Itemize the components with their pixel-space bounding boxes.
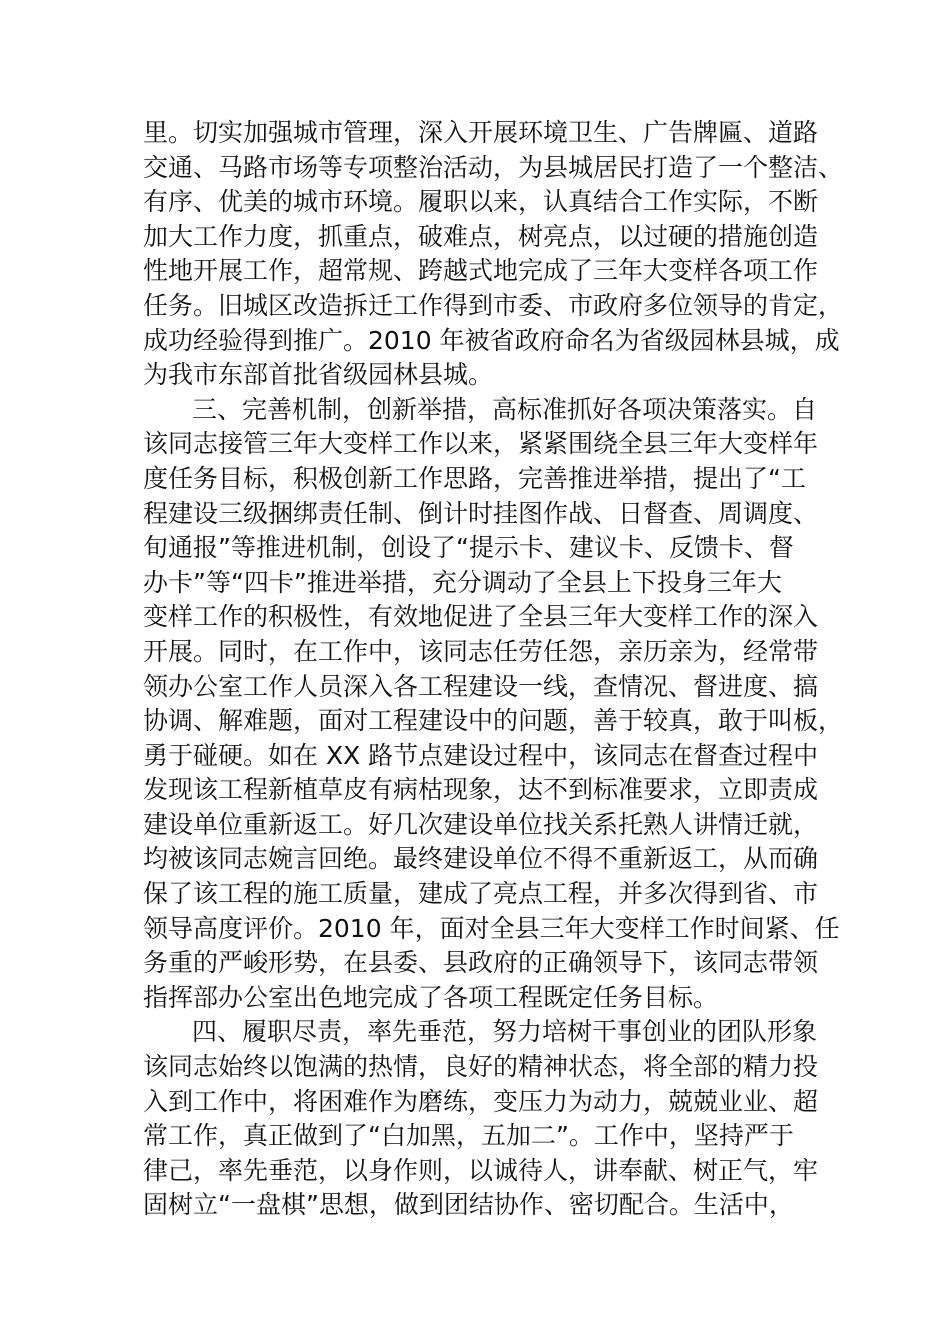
text-line: 保了该工程的施工质量，建成了亮点工程，并多次得到省、市 xyxy=(143,879,819,909)
text-line: 为我市东部首批省级园林县城。 xyxy=(143,360,494,390)
text-line: 常工作，真正做到了“白加黑，五加二”。工作中，坚持严于 xyxy=(143,1121,794,1151)
text-line: 里。切实加强城市管理，深入开展环境卫生、广告牌匾、道路 xyxy=(143,118,819,147)
text-line: 指挥部办公室出色地完成了各项工程既定任务目标。 xyxy=(143,982,719,1012)
text-line: 交通、马路市场等专项整治活动，为县城居民打造了一个整洁、 xyxy=(143,152,844,182)
text-line: 程建设三级捆绑责任制、倒计时挂图作战、日督查、周调度、 xyxy=(143,498,819,528)
text-line: 度任务目标，积极创新工作思路，完善推进举措，提出了“工 xyxy=(143,463,806,493)
text-line: 加大工作力度，抓重点，破难点，树亮点，以过硬的措施创造 xyxy=(143,221,819,251)
text-line: 协调、解难题，面对工程建设中的问题，善于较真，敢于叫板， xyxy=(143,706,844,736)
text-line: 该同志始终以饱满的热情，良好的精神状态，将全部的精力投 xyxy=(143,1052,819,1082)
text-line: 建设单位重新返工。好几次建设单位找关系托熟人讲情迁就， xyxy=(143,809,819,839)
text-line: 该同志接管三年大变样工作以来，紧紧围绕全县三年大变样年 xyxy=(143,429,819,459)
text-line: 办卡”等“四卡”推进举措，充分调动了全县上下投身三年大 xyxy=(143,567,782,597)
text-line: 均被该同志婉言回绝。最终建设单位不得不重新返工，从而确 xyxy=(143,844,819,874)
text-line: 任务。旧城区改造拆迁工作得到市委、市政府多位领导的肯定， xyxy=(143,290,844,320)
text-line: 领办公室工作人员深入各工程建设一线，查情况、督进度、搞 xyxy=(143,671,819,701)
text-line: 发现该工程新植草皮有病枯现象，达不到标准要求，立即责成 xyxy=(143,775,819,805)
text-line: 有序、优美的城市环境。履职以来，认真结合工作实际，不断 xyxy=(143,187,819,217)
text-line: 入到工作中，将困难作为磨练，变压力为动力，兢兢业业、超 xyxy=(143,1086,819,1116)
document-page xyxy=(143,116,844,1223)
section-heading-3: 三、完善机制，创新举措，高标准抓好各项决策落实。自 xyxy=(192,394,818,424)
text-line: 勇于碰硬。如在 XX 路节点建设过程中，该同志在督查过程中 xyxy=(143,740,819,770)
text-line: 变样工作的积极性，有效地促进了全县三年大变样工作的深入 xyxy=(143,602,819,632)
text-line: 律己，率先垂范，以身作则，以诚待人，讲奉献、树正气，牢 xyxy=(143,1155,819,1185)
text-line: 领导高度评价。2010 年，面对全县三年大变样工作时间紧、任 xyxy=(143,913,840,943)
text-line: 成功经验得到推广。2010 年被省政府命名为省级园林县城，成 xyxy=(143,325,840,355)
text-line: 固树立“一盘棋”思想，做到团结协作、密切配合。生活中， xyxy=(143,1190,794,1220)
text-line: 旬通报”等推进机制，创设了“提示卡、建议卡、反馈卡、督 xyxy=(143,533,794,563)
text-line: 务重的严峻形势，在县委、县政府的正确领导下，该同志带领 xyxy=(143,948,819,978)
text-line: 开展。同时，在工作中，该同志任劳任怨，亲历亲为，经常带 xyxy=(143,636,819,666)
text-line: 性地开展工作，超常规、跨越式地完成了三年大变样各项工作 xyxy=(143,256,819,286)
section-heading-4: 四、履职尽责，率先垂范，努力培树干事创业的团队形象 xyxy=(192,1017,818,1047)
